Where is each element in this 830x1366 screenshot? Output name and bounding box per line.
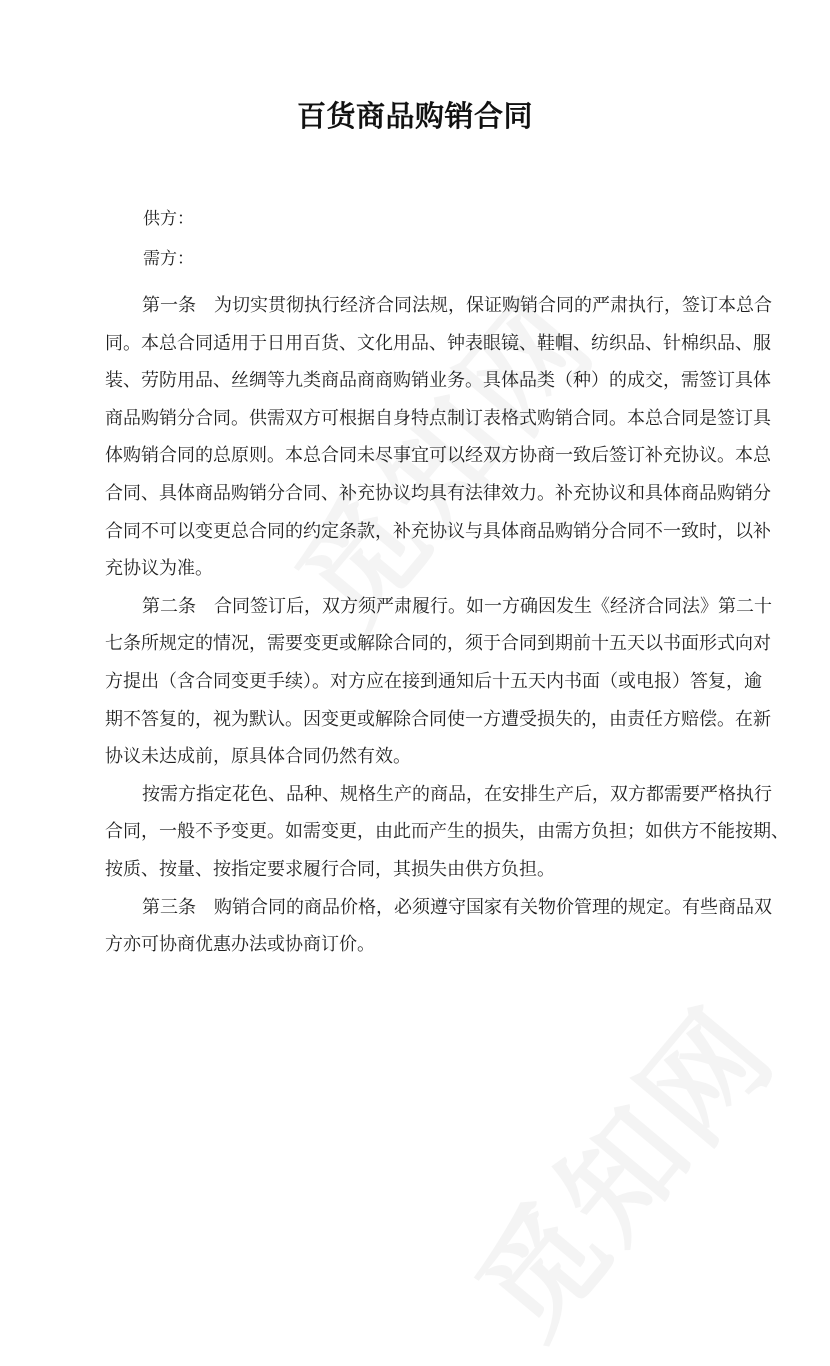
- contract-body: [105, 287, 789, 964]
- text-line: 方提出（含合同变更手续）。对方应在接到通知后十五天内书面（或电报）答复，逾: [105, 670, 762, 692]
- text-line: 按需方指定花色、品种、规格生产的商品，在安排生产后，双方都需要严格执行: [142, 783, 772, 805]
- text-line: 合同不可以变更总合同的约定条款，补充协议与具体商品购销分合同不一致时，以补: [105, 520, 771, 542]
- text-line: 体购销合同的总原则。本总合同未尽事宜可以经双方协商一致后签订补充协议。本总: [105, 445, 771, 467]
- buyer-label: 需方：: [143, 249, 194, 269]
- supplier-label: 供方：: [143, 209, 194, 229]
- text-line: 方亦可协商优惠办法或协商订价。: [105, 934, 375, 956]
- text-line: 第一条 为切实贯彻执行经济合同法规，保证购销合同的严肃执行，签订本总合: [142, 295, 772, 316]
- text-line: 第二条 合同签订后，双方须严肃履行。如一方确因发生《经济合同法》第二十: [142, 595, 772, 617]
- text-line: 充协议为准。: [105, 558, 213, 580]
- text-line: 合同，一般不予变更。如需变更，由此而产生的损失，由需方负担；如供方不能按期、: [105, 821, 789, 843]
- document-title: 百货商品购销合同: [296, 99, 533, 133]
- text-line: 商品购销分合同。供需双方可根据自身特点制订表格式购销合同。本总合同是签订具: [105, 407, 771, 429]
- text-line: 合同、具体商品购销分合同、补充协议均具有法律效力。补充协议和具体商品购销分: [105, 482, 771, 504]
- article-2-supplement: [105, 776, 789, 889]
- text-line: 按质、按量、按指定要求履行合同，其损失由供方负担。: [105, 858, 555, 880]
- text-line: 同。本总合同适用于日用百货、文化用品、钟表眼镜、鞋帽、纺织品、针棉织品、服: [105, 332, 771, 354]
- text-line: 协议未达成前，原具体合同仍然有效。: [105, 746, 411, 768]
- text-line: 期不答复的，视为默认。因变更或解除合同使一方遭受损失的，由责任方赔偿。在新: [105, 708, 771, 730]
- text-line: 第三条 购销合同的商品价格，必须遵守国家有关物价管理的规定。有些商品双: [142, 896, 772, 918]
- text-line: 七条所规定的情况，需要变更或解除合同的，须于合同到期前十五天以书面形式向对: [105, 633, 771, 655]
- article-2: [105, 588, 772, 776]
- watermark: [432, 966, 807, 1366]
- article-3: [105, 889, 772, 964]
- text-line: 装、劳防用品、丝绸等九类商品商商购销业务。具体品类（种）的成交，需签订具体: [105, 370, 771, 392]
- article-1: [105, 287, 772, 588]
